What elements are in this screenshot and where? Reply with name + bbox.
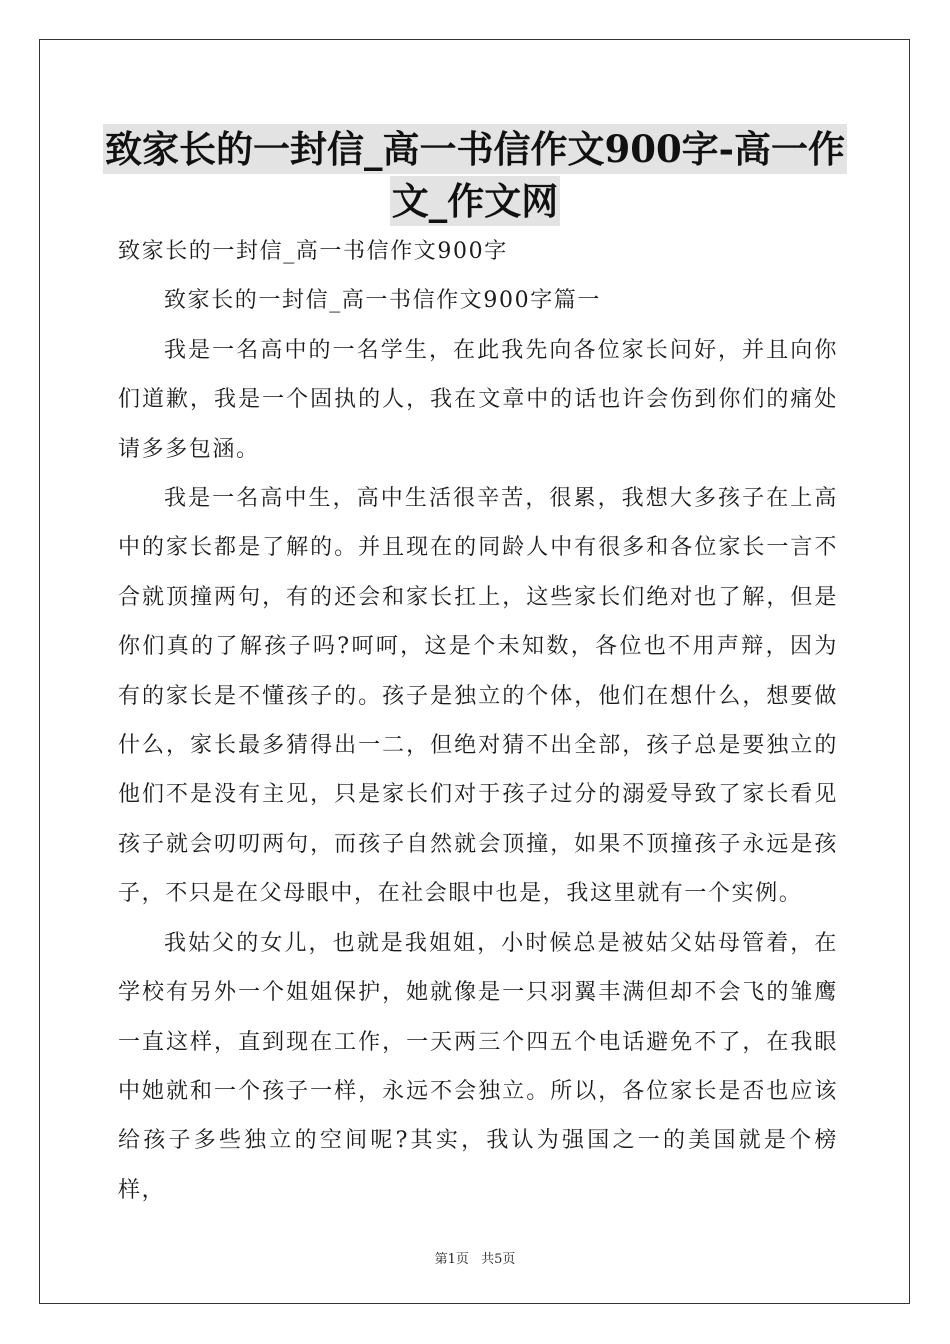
title-line-2: 文_作文网 <box>390 176 561 226</box>
page-total: 共5页 <box>481 1252 516 1267</box>
page-footer <box>0 1248 950 1267</box>
title-line-1: 致家长的一封信_高一书信作文900字-高一作 <box>103 124 847 174</box>
body-paragraph: 我姑父的女儿，也就是我姐姐，小时候总是被姑父姑母管着，在学校有另外一个姐姐保护，她就像是一只羽翼丰满但却不会飞的雏鹰一直这样，直到现在工作，一天两三个四五个电话避免不了，在我眼中她就和一个孩子一样，永远不会独立。所以，各位家长是否也应该给孩子多些独立的空间呢?其实，我认为强国之一的美国就是个榜样， <box>118 930 838 1203</box>
document-title <box>80 124 870 228</box>
body-paragraph: 我是一名高中的一名学生，在此我先向各位家长问好，并且向你们道歉，我是一个固执的人，我在文章中的话也许会伤到你们的痛处请多多包涵。 <box>118 337 838 462</box>
document-body <box>118 227 838 1215</box>
body-paragraph: 我是一名高中生，高中生活很辛苦，很累，我想大多孩子在上高中的家长都是了解的。并且现在的同龄人中有很多和各位家长一言不合就顶撞两句，有的还会和家长扛上，这些家长们绝对也了解，但是你们真的了解孩子吗?呵呵，这是个未知数，各位也不用声辩，因为有的家长是不懂孩子的。孩子是独立的个体，他们在想什么，想要做什么，家长最多猜得出一二，但绝对猜不出全部，孩子总是要独立的他们不是没有主见，只是家长们对于孩子过分的溺爱导致了家长看见孩子就会叨叨两句，而孩子自然就会顶撞，如果不顶撞孩子永远是孩子，不只是在父母眼中，在社会眼中也是，我这里就有一个实例。 <box>118 486 838 907</box>
subtitle-paragraph: 致家长的一封信_高一书信作文900字 <box>118 239 508 264</box>
page-number: 第1页 <box>434 1252 469 1267</box>
section-heading: 致家长的一封信_高一书信作文900字篇一 <box>164 288 601 314</box>
